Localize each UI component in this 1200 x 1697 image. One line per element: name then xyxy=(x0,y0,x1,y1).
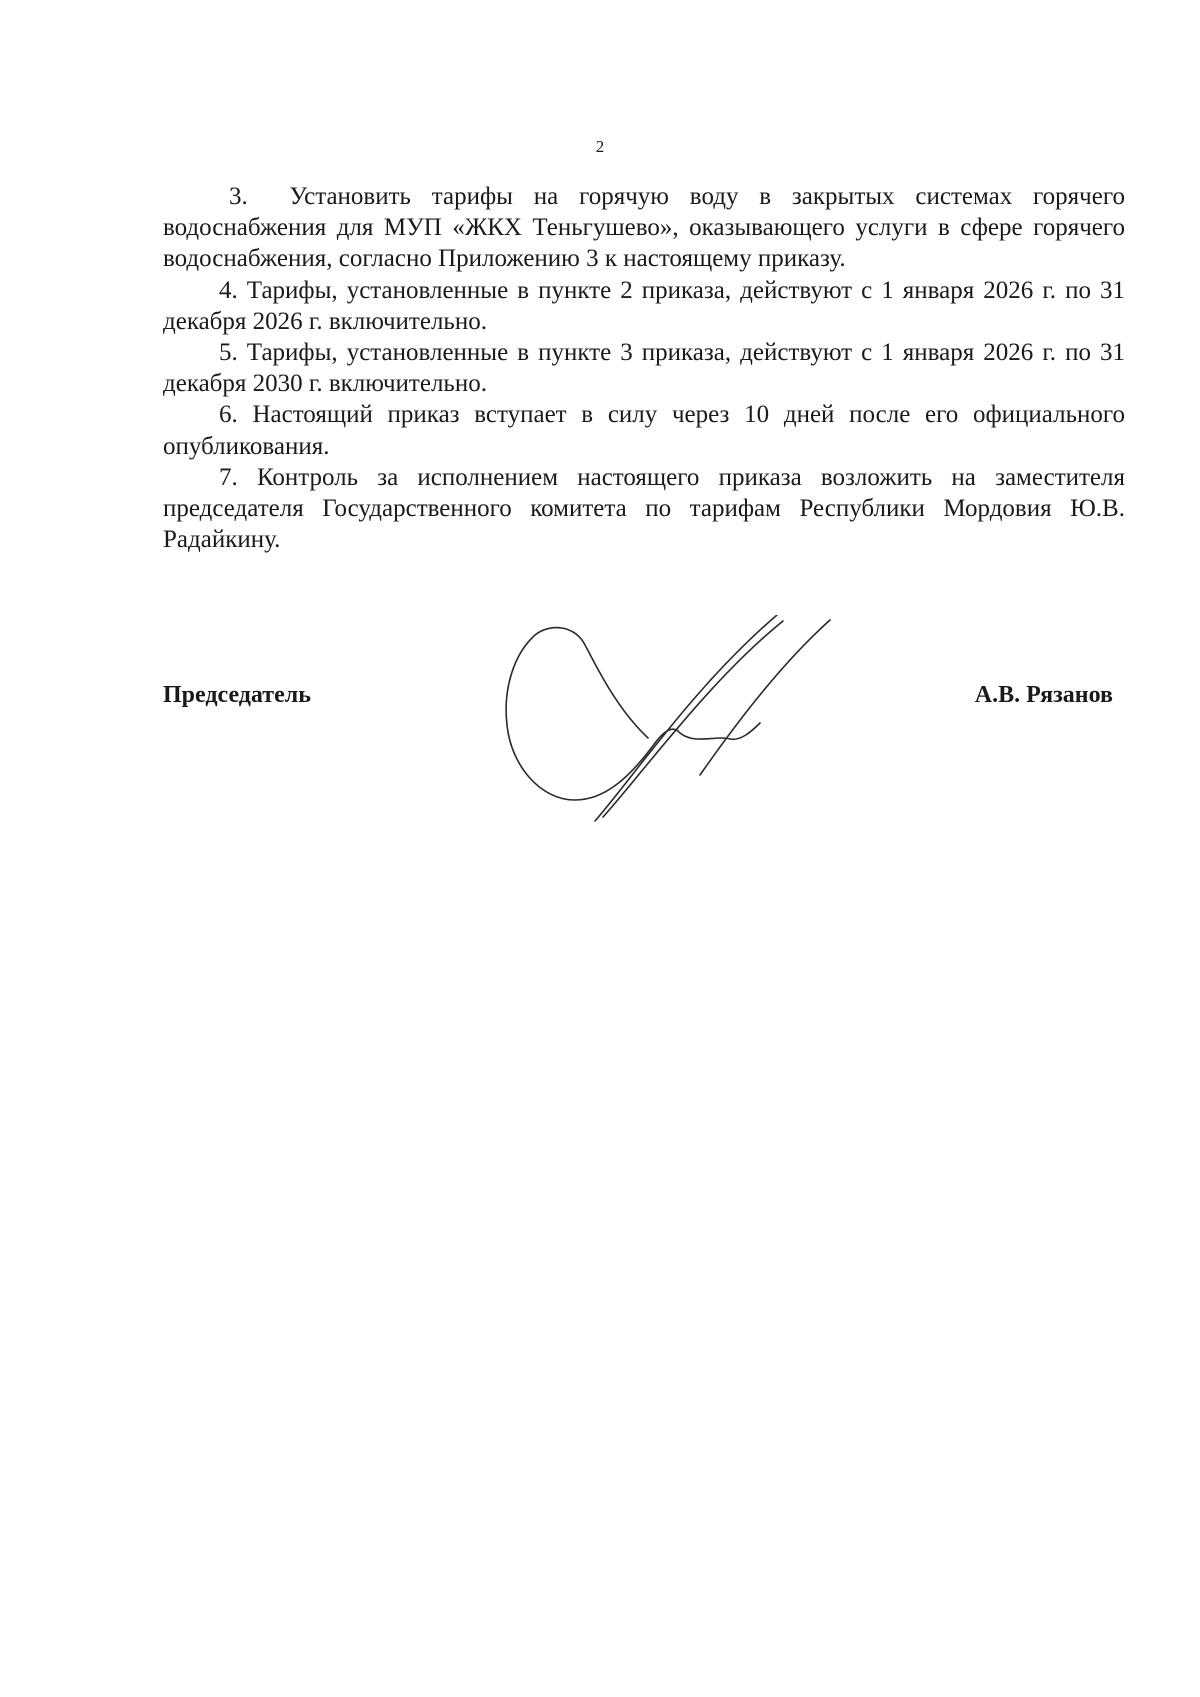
paragraph-5: 5. Тарифы, установленные в пункте 3 приказа, действуют с 1 января 2026 г. по 31 декабря 2030 г. включительно. xyxy=(163,339,1125,398)
paragraph-4: 4. Тарифы, установленные в пункте 2 приказа, действуют с 1 января 2026 г. по 31 декабря 2026 г. включительно. xyxy=(163,276,1125,335)
signatory-title: Председатель xyxy=(163,682,311,708)
paragraph-3: 3. Установить тарифы на горячую воду в закрытых системах горячего водоснабжения для МУП «ЖКХ Теньгушево», оказывающего услуги в сфере горячего водоснабжения, согласно Приложению 3 к настоящему приказу. xyxy=(163,183,1125,273)
page-number: 2 xyxy=(595,137,605,156)
handwritten-signature xyxy=(495,615,845,830)
signatory-name: А.В. Рязанов xyxy=(974,682,1113,708)
document-body xyxy=(163,181,1125,555)
paragraph-6: 6. Настоящий приказ вступает в силу через 10 дней после его официального опубликования. xyxy=(163,401,1125,460)
paragraph-7: 7. Контроль за исполнением настоящего приказа возложить на заместителя председателя Государственного комитета по тарифам Республики Мордовия Ю.В. Радайкину. xyxy=(163,463,1125,554)
